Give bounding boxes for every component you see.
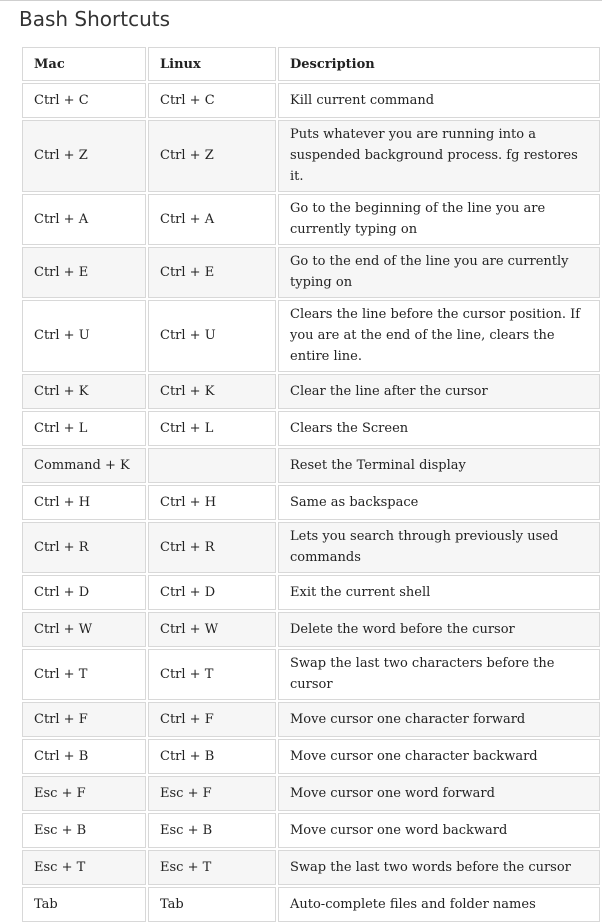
description-cell: Clears the line before the cursor position. If you are at the end of the line, clears the entire line. (278, 300, 600, 372)
column-header-linux: Linux (148, 47, 276, 81)
linux-shortcut-cell: Ctrl + H (148, 485, 276, 520)
description-cell: Exit the current shell (278, 575, 600, 610)
description-cell: Move cursor one character forward (278, 702, 600, 737)
mac-shortcut-cell: Ctrl + R (22, 522, 146, 573)
table-row (22, 887, 600, 922)
description-cell: Go to the beginning of the line you are currently typing on (278, 194, 600, 245)
mac-shortcut-cell: Ctrl + H (22, 485, 146, 520)
table-row (22, 649, 600, 700)
linux-shortcut-cell: Ctrl + L (148, 411, 276, 446)
mac-shortcut-cell: Ctrl + Z (22, 120, 146, 192)
linux-shortcut-cell: Ctrl + A (148, 194, 276, 245)
column-header-mac: Mac (22, 47, 146, 81)
linux-shortcut-cell: Esc + B (148, 813, 276, 848)
description-cell: Move cursor one word forward (278, 776, 600, 811)
mac-shortcut-cell: Command + K (22, 448, 146, 483)
mac-shortcut-cell: Ctrl + L (22, 411, 146, 446)
description-cell: Same as backspace (278, 485, 600, 520)
table-row (22, 194, 600, 245)
linux-shortcut-cell: Esc + F (148, 776, 276, 811)
description-cell: Clear the line after the cursor (278, 374, 600, 409)
table-row (22, 575, 600, 610)
linux-shortcut-cell: Ctrl + T (148, 649, 276, 700)
description-cell: Lets you search through previously used commands (278, 522, 600, 573)
linux-shortcut-cell: Ctrl + D (148, 575, 276, 610)
mac-shortcut-cell: Ctrl + D (22, 575, 146, 610)
table-row (22, 374, 600, 409)
description-cell: Auto-complete files and folder names (278, 887, 600, 922)
table-row (22, 850, 600, 885)
top-divider (0, 0, 602, 1)
table-header-row (22, 47, 600, 81)
table-row (22, 522, 600, 573)
table-row (22, 120, 600, 192)
linux-shortcut-cell: Ctrl + Z (148, 120, 276, 192)
table-row (22, 83, 600, 118)
mac-shortcut-cell: Esc + B (22, 813, 146, 848)
table-row (22, 485, 600, 520)
description-cell: Move cursor one word backward (278, 813, 600, 848)
mac-shortcut-cell: Tab (22, 887, 146, 922)
linux-shortcut-cell: Esc + T (148, 850, 276, 885)
description-cell: Swap the last two characters before the cursor (278, 649, 600, 700)
mac-shortcut-cell: Esc + F (22, 776, 146, 811)
column-header-description: Description (278, 47, 600, 81)
linux-shortcut-cell: Ctrl + F (148, 702, 276, 737)
mac-shortcut-cell: Ctrl + K (22, 374, 146, 409)
description-cell: Reset the Terminal display (278, 448, 600, 483)
table-body (22, 83, 600, 922)
linux-shortcut-cell: Ctrl + E (148, 247, 276, 298)
page-title: Bash Shortcuts (19, 7, 171, 31)
table-row (22, 247, 600, 298)
mac-shortcut-cell: Ctrl + E (22, 247, 146, 298)
table-row (22, 702, 600, 737)
description-cell: Delete the word before the cursor (278, 612, 600, 647)
linux-shortcut-cell: Ctrl + R (148, 522, 276, 573)
table-row (22, 612, 600, 647)
mac-shortcut-cell: Ctrl + W (22, 612, 146, 647)
description-cell: Puts whatever you are running into a suspended background process. fg restores it. (278, 120, 600, 192)
table-row (22, 411, 600, 446)
linux-shortcut-cell: Ctrl + U (148, 300, 276, 372)
table-row (22, 813, 600, 848)
linux-shortcut-cell: Ctrl + C (148, 83, 276, 118)
linux-shortcut-cell: Ctrl + W (148, 612, 276, 647)
mac-shortcut-cell: Ctrl + T (22, 649, 146, 700)
table-row (22, 300, 600, 372)
mac-shortcut-cell: Ctrl + B (22, 739, 146, 774)
mac-shortcut-cell: Ctrl + A (22, 194, 146, 245)
description-cell: Clears the Screen (278, 411, 600, 446)
mac-shortcut-cell: Ctrl + U (22, 300, 146, 372)
shortcuts-table (20, 45, 602, 924)
mac-shortcut-cell: Esc + T (22, 850, 146, 885)
linux-shortcut-cell: Ctrl + B (148, 739, 276, 774)
linux-shortcut-cell: Tab (148, 887, 276, 922)
mac-shortcut-cell: Ctrl + C (22, 83, 146, 118)
description-cell: Kill current command (278, 83, 600, 118)
linux-shortcut-cell: Ctrl + K (148, 374, 276, 409)
table-row (22, 448, 600, 483)
table-row (22, 776, 600, 811)
description-cell: Move cursor one character backward (278, 739, 600, 774)
mac-shortcut-cell: Ctrl + F (22, 702, 146, 737)
linux-shortcut-cell (148, 448, 276, 483)
table-row (22, 739, 600, 774)
description-cell: Swap the last two words before the cursor (278, 850, 600, 885)
description-cell: Go to the end of the line you are currently typing on (278, 247, 600, 298)
